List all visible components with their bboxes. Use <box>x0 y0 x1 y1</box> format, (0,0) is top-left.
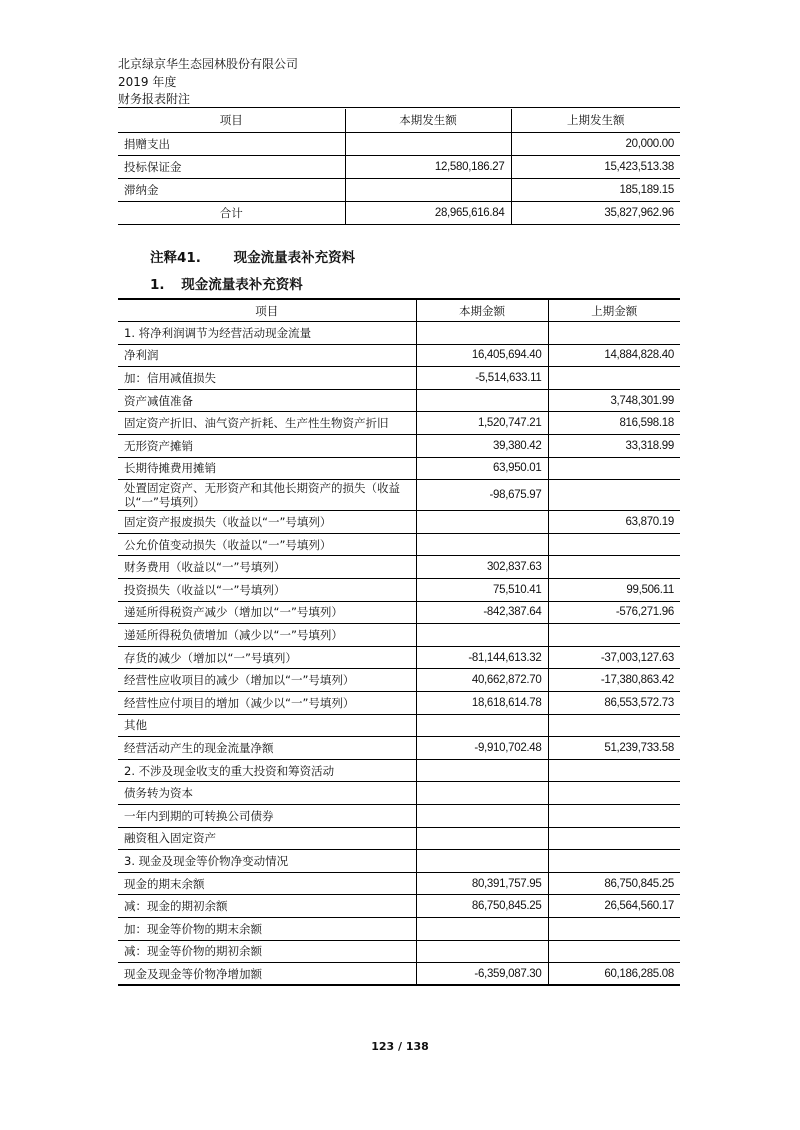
table-header-row <box>118 109 680 132</box>
row-item-label: 财务费用（收益以“一”号填列） <box>118 556 416 579</box>
subsection-heading <box>150 273 303 293</box>
row-previous-amount <box>548 556 680 579</box>
row-item-label: 无形资产摊销 <box>118 435 416 458</box>
cash-flow-supplement-table <box>118 298 680 986</box>
row-previous-amount <box>548 759 680 782</box>
row-current-amount <box>416 827 548 850</box>
row-current-amount: 39,380.42 <box>416 435 548 458</box>
row-current-amount: -5,514,633.11 <box>416 367 548 390</box>
note-title: 现金流量表补充资料 <box>233 250 356 266</box>
table-row <box>118 132 680 155</box>
row-current-amount <box>416 533 548 556</box>
row-item-label: 滞纳金 <box>118 178 345 201</box>
row-current-amount: -6,359,087.30 <box>416 963 548 986</box>
row-previous-amount <box>548 322 680 345</box>
note-number: 注释41. <box>150 250 201 266</box>
row-previous-amount: 816,598.18 <box>548 412 680 435</box>
row-current-amount <box>416 782 548 805</box>
row-item-label: 投标保证金 <box>118 155 345 178</box>
row-item-label: 递延所得税资产减少（增加以“一”号填列） <box>118 601 416 624</box>
row-previous-amount: 26,564,560.17 <box>548 895 680 918</box>
table-row <box>118 737 680 760</box>
page-header <box>118 56 298 109</box>
col-header-previous: 上期金额 <box>548 299 680 322</box>
row-item-label: 捐赠支出 <box>118 132 345 155</box>
row-current-amount: 63,950.01 <box>416 457 548 480</box>
row-current-amount <box>416 322 548 345</box>
subsection-number: 1. <box>150 277 165 293</box>
row-previous-amount <box>548 367 680 390</box>
table-row <box>118 435 680 458</box>
col-header-item: 项目 <box>118 299 416 322</box>
document-title: 财务报表附注 <box>118 92 191 106</box>
row-previous-amount: 15,423,513.38 <box>511 155 680 178</box>
row-current-amount <box>416 389 548 412</box>
table-row <box>118 601 680 624</box>
row-item-label: 公允价值变动损失（收益以“一”号填列） <box>118 533 416 556</box>
row-item-label: 固定资产报废损失（收益以“一”号填列） <box>118 511 416 534</box>
row-previous-amount: 60,186,285.08 <box>548 963 680 986</box>
row-item-label: 1. 将净利润调节为经营活动现金流量 <box>118 322 416 345</box>
subsection-title: 现金流量表补充资料 <box>181 277 303 293</box>
row-previous-amount: 99,506.11 <box>548 579 680 602</box>
page-number: 123 / 138 <box>371 1040 429 1053</box>
row-previous-amount: 86,750,845.25 <box>548 872 680 895</box>
col-header-current: 本期金额 <box>416 299 548 322</box>
row-item-label: 加：现金等价物的期末余额 <box>118 917 416 940</box>
row-previous-amount: 185,189.15 <box>511 178 680 201</box>
table-row <box>118 556 680 579</box>
table-row <box>118 322 680 345</box>
row-previous-amount <box>548 827 680 850</box>
row-previous-amount: 33,318.99 <box>548 435 680 458</box>
row-current-amount: 1,520,747.21 <box>416 412 548 435</box>
row-current-amount: -81,144,613.32 <box>416 646 548 669</box>
company-name: 北京绿京华生态园林股份有限公司 <box>118 57 299 71</box>
row-item-label: 投资损失（收益以“一”号填列） <box>118 579 416 602</box>
table-row <box>118 759 680 782</box>
row-item-label: 净利润 <box>118 344 416 367</box>
row-current-amount: -98,675.97 <box>416 480 548 511</box>
table-row <box>118 917 680 940</box>
row-previous-amount <box>548 804 680 827</box>
table-row <box>118 367 680 390</box>
row-item-label: 加：信用减值损失 <box>118 367 416 390</box>
row-item-label: 现金的期末余额 <box>118 872 416 895</box>
row-current-amount: 12,580,186.27 <box>345 155 511 178</box>
row-previous-amount: 35,827,962.96 <box>511 201 680 224</box>
row-item-label: 融资租入固定资产 <box>118 827 416 850</box>
col-header-previous: 上期发生额 <box>511 109 680 132</box>
row-item-label: 减：现金等价物的期初余额 <box>118 940 416 963</box>
table-row <box>118 782 680 805</box>
row-item-label: 其他 <box>118 714 416 737</box>
table-row <box>118 963 680 986</box>
row-previous-amount: 86,553,572.73 <box>548 692 680 715</box>
table-header-row <box>118 299 680 322</box>
row-previous-amount <box>548 714 680 737</box>
table-row <box>118 344 680 367</box>
col-header-item: 项目 <box>118 109 345 132</box>
table-row <box>118 155 680 178</box>
row-previous-amount <box>548 850 680 873</box>
row-previous-amount: 51,239,733.58 <box>548 737 680 760</box>
row-current-amount: 16,405,694.40 <box>416 344 548 367</box>
row-item-label: 合计 <box>118 201 345 224</box>
row-item-label: 经营性应收项目的减少（增加以“一”号填列） <box>118 669 416 692</box>
row-current-amount <box>416 759 548 782</box>
table-row <box>118 827 680 850</box>
table-row <box>118 178 680 201</box>
row-current-amount: 40,662,872.70 <box>416 669 548 692</box>
row-current-amount <box>416 850 548 873</box>
row-item-label: 一年内到期的可转换公司债券 <box>118 804 416 827</box>
row-item-label: 债务转为资本 <box>118 782 416 805</box>
row-current-amount <box>416 511 548 534</box>
table-row <box>118 624 680 647</box>
row-previous-amount: -576,271.96 <box>548 601 680 624</box>
row-current-amount <box>416 714 548 737</box>
row-previous-amount <box>548 782 680 805</box>
row-item-label: 固定资产折旧、油气资产折耗、生产性生物资产折旧 <box>118 412 416 435</box>
row-previous-amount: 14,884,828.40 <box>548 344 680 367</box>
table-row <box>118 412 680 435</box>
row-current-amount <box>416 624 548 647</box>
col-header-current: 本期发生额 <box>345 109 511 132</box>
row-previous-amount: -37,003,127.63 <box>548 646 680 669</box>
row-current-amount <box>345 178 511 201</box>
table-row <box>118 511 680 534</box>
table-row <box>118 389 680 412</box>
row-item-label: 3. 现金及现金等价物净变动情况 <box>118 850 416 873</box>
table-row <box>118 850 680 873</box>
table-row <box>118 579 680 602</box>
report-year: 2019 年度 <box>118 74 177 89</box>
row-previous-amount <box>548 917 680 940</box>
row-item-label: 处置固定资产、无形资产和其他长期资产的损失（收益以“一”号填列） <box>118 480 416 511</box>
row-item-label: 长期待摊费用摊销 <box>118 457 416 480</box>
row-item-label: 经营活动产生的现金流量净额 <box>118 737 416 760</box>
row-previous-amount: 63,870.19 <box>548 511 680 534</box>
row-current-amount: 86,750,845.25 <box>416 895 548 918</box>
table-row <box>118 804 680 827</box>
row-item-label: 存货的减少（增加以“一”号填列） <box>118 646 416 669</box>
table-row <box>118 533 680 556</box>
row-previous-amount <box>548 624 680 647</box>
row-current-amount: -842,387.64 <box>416 601 548 624</box>
row-previous-amount <box>548 533 680 556</box>
row-current-amount <box>416 804 548 827</box>
row-item-label: 现金及现金等价物净增加额 <box>118 963 416 986</box>
row-item-label: 减：现金的期初余额 <box>118 895 416 918</box>
table-row <box>118 714 680 737</box>
table-row <box>118 895 680 918</box>
table-row <box>118 669 680 692</box>
table-row <box>118 480 680 511</box>
row-current-amount: 18,618,614.78 <box>416 692 548 715</box>
row-previous-amount: -17,380,863.42 <box>548 669 680 692</box>
row-current-amount <box>345 132 511 155</box>
row-current-amount: 80,391,757.95 <box>416 872 548 895</box>
row-item-label: 递延所得税负债增加（减少以“一”号填列） <box>118 624 416 647</box>
row-previous-amount: 3,748,301.99 <box>548 389 680 412</box>
table-row <box>118 692 680 715</box>
row-item-label: 经营性应付项目的增加（减少以“一”号填列） <box>118 692 416 715</box>
table-row <box>118 457 680 480</box>
row-current-amount: -9,910,702.48 <box>416 737 548 760</box>
row-previous-amount <box>548 940 680 963</box>
row-current-amount: 302,837.63 <box>416 556 548 579</box>
row-item-label: 2. 不涉及现金收支的重大投资和筹资活动 <box>118 759 416 782</box>
table-row <box>118 201 680 224</box>
note-heading <box>150 246 355 266</box>
table-row <box>118 940 680 963</box>
table-row <box>118 872 680 895</box>
row-previous-amount: 20,000.00 <box>511 132 680 155</box>
row-current-amount <box>416 917 548 940</box>
other-expenses-table <box>118 109 680 225</box>
row-current-amount: 28,965,616.84 <box>345 201 511 224</box>
row-item-label: 资产减值准备 <box>118 389 416 412</box>
row-previous-amount <box>548 457 680 480</box>
row-current-amount <box>416 940 548 963</box>
row-previous-amount <box>548 480 680 511</box>
row-current-amount: 75,510.41 <box>416 579 548 602</box>
table-row <box>118 646 680 669</box>
header-rule <box>118 107 680 108</box>
